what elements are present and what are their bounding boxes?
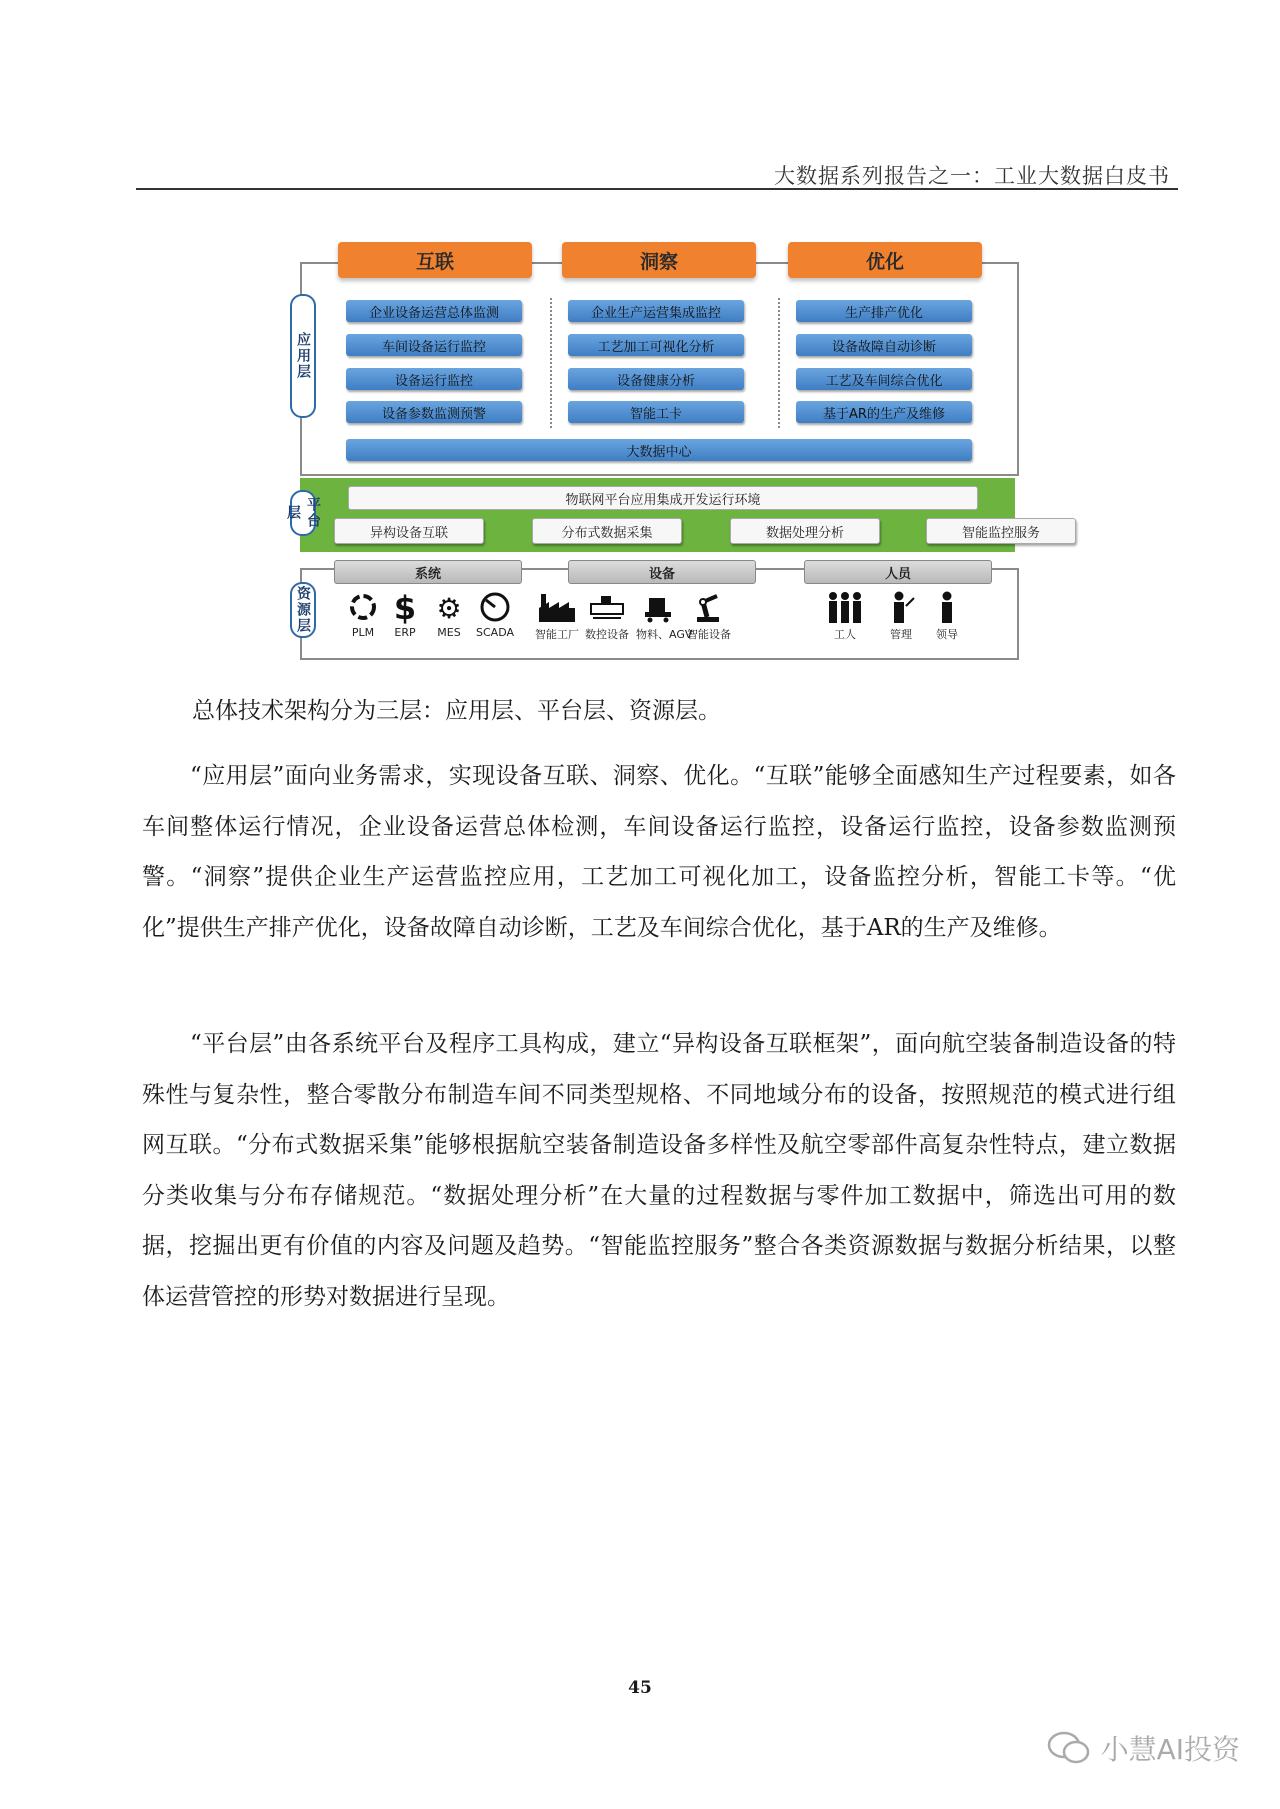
paragraph-app-layer: “应用层”面向业务需求，实现设备互联、洞察、优化。“互联”能够全面感知生产过程要素，如各车间整体运行情况，企业设备运营总体检测，车间设备运行监控，设备运行监控，设备参数监测预警。“洞察”提供企业生产运营监控应用，工艺加工可视化加工，设备监控分析，智能工卡等。“优化”提供生产排产优化，设备故障自动诊断，工艺及车间综合优化，基于AR的生产及维修。: [142, 763, 1176, 941]
resource-cnc: 数控设备: [584, 590, 630, 642]
platform-item: 智能监控服务: [926, 518, 1076, 544]
app-item: 工艺及车间综合优化: [796, 368, 972, 390]
robot-arm-icon: [689, 590, 729, 624]
layer-tag-resource: 资源层: [290, 582, 316, 638]
running-header: 大数据系列报告之一：工业大数据白皮书: [774, 164, 1170, 188]
dollar-icon: [388, 590, 422, 624]
column-divider: [550, 298, 552, 428]
app-item: 车间设备运行监控: [346, 334, 522, 356]
app-item: 基于AR的生产及维修: [796, 401, 972, 423]
column-head-insight: 洞察: [562, 242, 756, 278]
column-head-optimize: 优化: [788, 242, 982, 278]
gauge-icon: [478, 590, 512, 624]
app-item: 设备健康分析: [568, 368, 744, 390]
layer-tag-platform: 平台层: [290, 490, 316, 536]
watermark: [1047, 1728, 1240, 1768]
resource-leader: 领导: [924, 590, 970, 642]
cnc-icon: [587, 590, 627, 624]
resource-group-people: 人员: [804, 560, 992, 584]
page-number: 45: [628, 1678, 652, 1698]
plm-icon: [346, 590, 380, 624]
app-item: 工艺加工可视化分析: [568, 334, 744, 356]
platform-env: 物联网平台应用集成开发运行环境: [348, 486, 978, 510]
architecture-diagram: [285, 238, 1040, 658]
resource-smart-equipment: 智能设备: [686, 590, 732, 642]
app-item: 生产排产优化: [796, 300, 972, 322]
column-head-interconnect: 互联: [338, 242, 532, 278]
bigdata-center: 大数据中心: [346, 439, 972, 461]
resource-workers: 工人: [822, 590, 868, 642]
header-rule: [136, 188, 1178, 190]
column-divider: [778, 298, 780, 428]
resource-mes: ⚙ MES: [426, 590, 472, 639]
resource-management: 管理: [878, 590, 924, 642]
resource-erp: $ ERP: [382, 590, 428, 639]
app-item: 企业生产运营集成监控: [568, 300, 744, 322]
app-item: 智能工卡: [568, 401, 744, 423]
platform-item: 分布式数据采集: [532, 518, 682, 544]
app-item: 设备参数监测预警: [346, 401, 522, 423]
layer-tag-app: 应用层: [290, 294, 316, 418]
resource-agv: 物料、AGV: [636, 590, 682, 642]
resource-group-equipment: 设备: [568, 560, 756, 584]
svg-text:$: $: [393, 590, 417, 624]
intro-paragraph: 总体技术架构分为三层：应用层、平台层、资源层。: [192, 698, 721, 724]
app-item: 设备故障自动诊断: [796, 334, 972, 356]
svg-text:⚙: ⚙: [436, 592, 462, 624]
resource-factory: 智能工厂: [534, 590, 580, 642]
workers-icon: [823, 590, 867, 624]
agv-icon: [639, 590, 679, 624]
app-item: 设备运行监控: [346, 368, 522, 390]
watermark-text: 小慧AI投资: [1100, 1733, 1240, 1766]
paragraph-platform-layer: “平台层”由各系统平台及程序工具构成，建立“异构设备互联框架”，面向航空装备制造设备的特殊性与复杂性，整合零散分布制造车间不同类型规格、不同地域分布的设备，按照规范的模式进行组网互联。“分布式数据采集”能够根据航空装备制造设备多样性及航空零部件高复杂性特点，建立数据分类收集与分布存储规范。“数据处理分析”在大量的过程数据与零件加工数据中，筛选出可用的数据，挖掘出更有价值的内容及问题及趋势。“智能监控服务”整合各类资源数据与数据分析结果，以整体运营管控的形势对数据进行呈现。: [142, 1031, 1176, 1310]
resource-scada: SCADA: [472, 590, 518, 639]
app-item: 企业设备运营总体监测: [346, 300, 522, 322]
platform-item: 数据处理分析: [730, 518, 880, 544]
factory-icon: [537, 590, 577, 624]
leader-icon: [930, 590, 964, 624]
gear-icon: [432, 590, 466, 624]
resource-group-system: 系统: [334, 560, 522, 584]
platform-item: 异构设备互联: [334, 518, 484, 544]
resource-plm: PLM: [340, 590, 386, 639]
wechat-icon: [1047, 1730, 1091, 1766]
manager-icon: [884, 590, 918, 624]
